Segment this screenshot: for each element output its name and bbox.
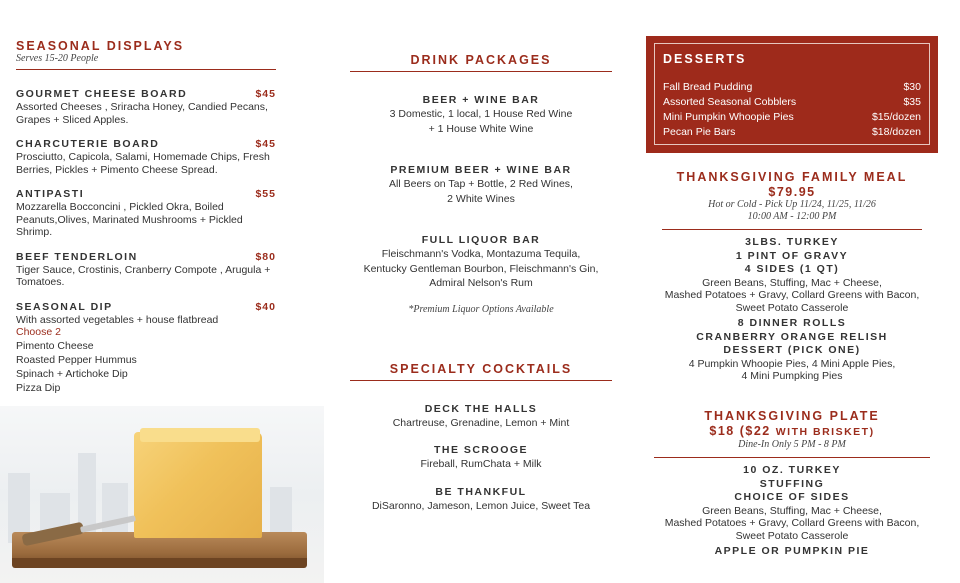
dessert-price: $18/dozen	[871, 126, 921, 138]
dessert-name: Fall Bread Pudding	[663, 81, 753, 93]
desserts-panel	[646, 36, 938, 153]
choose-label: Choose 2	[16, 326, 61, 338]
plate-lines	[654, 464, 930, 559]
item-name: ANTIPASTI	[16, 188, 85, 200]
dessert-price: $15/dozen	[871, 111, 921, 123]
dessert-item	[663, 125, 921, 140]
family-meal-hours: 10:00 AM - 12:00 PM	[747, 211, 837, 222]
cheese-top	[140, 428, 260, 442]
dessert-price: $35	[903, 96, 921, 108]
specialty-cocktails-title: SPECIALTY COCKTAILS	[389, 361, 573, 376]
thanksgiving-column	[646, 0, 940, 583]
package-name: BEER + WINE BAR	[422, 94, 540, 106]
desserts-title: DESSERTS	[663, 52, 747, 66]
menu-line-heading: 4 SIDES (1 QT)	[744, 263, 840, 275]
dessert-item	[663, 80, 921, 95]
family-meal-price: $79.95	[768, 185, 816, 199]
dip-option: Spinach + Artichoke Dip	[16, 368, 128, 380]
package-line: Fleischmann's Vodka, Montazuma Tequila,	[381, 248, 581, 260]
desserts-list	[663, 80, 921, 140]
cocktail-deck-the-halls	[350, 403, 612, 431]
item-price: $55	[255, 188, 276, 200]
drink-package-full-liquor	[350, 234, 612, 291]
package-name: FULL LIQUOR BAR	[421, 234, 541, 246]
item-name: CHARCUTERIE BOARD	[16, 138, 160, 150]
cocktail-name: BE THANKFUL	[435, 485, 527, 498]
menu-line-heading: CHOICE OF SIDES	[734, 491, 850, 503]
package-line: Kentucky Gentleman Bourbon, Fleischmann's Gin,	[363, 262, 599, 275]
cocktail-name: DECK THE HALLS	[424, 402, 538, 415]
thanksgiving-plate-section	[654, 409, 930, 559]
menu-item-antipasti	[16, 188, 276, 239]
seasonal-displays-subtitle: Serves 15-20 People	[16, 53, 99, 64]
seasonal-displays-title: SEASONAL DISPLAYS	[16, 39, 185, 53]
package-line: 3 Domestic, 1 local, 1 House Red Wine	[389, 108, 573, 120]
drink-packages-title: DRINK PACKAGES	[410, 53, 552, 67]
plate-info: Dine-In Only 5 PM - 8 PM	[738, 439, 846, 450]
item-description: Assorted Cheeses , Sriracha Honey, Candied Pecans, Grapes + Sliced Apples.	[16, 101, 268, 126]
section-divider	[350, 380, 612, 381]
menu-line-description: 4 Pumpkin Whoopie Pies, 4 Mini Apple Pies,	[688, 357, 896, 370]
menu-line-heading: CRANBERRY ORANGE RELISH	[696, 330, 888, 343]
menu-line-description: Green Beans, Stuffing, Mac + Cheese,	[702, 504, 882, 517]
dessert-price: $30	[903, 81, 921, 93]
menu-line-description: Sweet Potato Casserole	[735, 529, 849, 542]
menu-line-description: Sweet Potato Casserole	[735, 301, 849, 314]
section-divider	[654, 457, 930, 458]
cheese-board-photo	[0, 406, 324, 583]
menu-item-seasonal-dip	[16, 301, 276, 396]
dessert-name: Pecan Pie Bars	[663, 126, 736, 138]
plate-price-value: $18 ($22	[709, 424, 771, 438]
section-divider	[16, 69, 276, 70]
plate-price	[654, 424, 930, 439]
cheese-wedge	[134, 432, 262, 538]
family-meal-title: THANKSGIVING FAMILY MEAL	[676, 170, 908, 184]
dessert-item	[663, 95, 921, 110]
cocktail-description: Fireball, RumChata + Milk	[420, 458, 542, 470]
item-price: $45	[255, 138, 276, 150]
package-name: PREMIUM BEER + WINE BAR	[390, 164, 572, 176]
item-price: $80	[255, 250, 276, 263]
family-meal-lines	[662, 236, 922, 383]
package-line: 2 White Wines	[447, 192, 515, 205]
section-divider	[350, 71, 612, 72]
wooden-board-edge	[12, 558, 307, 568]
cocktail-the-scrooge	[350, 444, 612, 472]
dip-option: Pizza Dip	[16, 382, 61, 394]
drink-package-premium	[350, 164, 612, 206]
item-description: Tiger Sauce, Crostinis, Cranberry Compote , Arugula + Tomatoes.	[16, 263, 271, 288]
premium-liquor-note: *Premium Liquor Options Available	[408, 303, 554, 315]
cocktail-name: THE SCROOGE	[433, 444, 529, 456]
menu-line-description: Mashed Potatoes + Gravy, Collard Greens with Bacon,	[664, 517, 920, 529]
dessert-item	[663, 110, 921, 125]
item-price: $40	[255, 300, 276, 313]
menu-line-description: Mashed Potatoes + Gravy, Collard Greens with Bacon,	[664, 289, 920, 301]
item-name: GOURMET CHEESE BOARD	[16, 88, 188, 100]
dip-option: Roasted Pepper Hummus	[16, 354, 137, 366]
dip-option: Pimento Cheese	[16, 340, 94, 352]
item-description: Mozzarella Bocconcini , Pickled Okra, Boiled Peanuts,Olives, Marinated Mushrooms + Pickled Shrimp.	[16, 201, 243, 238]
menu-item-charcuterie-board	[16, 138, 276, 176]
plate-price-suffix: WITH BRISKET)	[775, 426, 875, 438]
menu-line-heading: 3LBS. TURKEY	[745, 236, 839, 248]
menu-item-beef-tenderloin	[16, 251, 276, 289]
dessert-name: Mini Pumpkin Whoopie Pies	[663, 111, 794, 123]
cocktail-be-thankful	[350, 486, 612, 514]
family-meal-section	[662, 170, 922, 383]
item-name: BEEF TENDERLOIN	[16, 250, 138, 263]
package-line: + 1 House White Wine	[428, 122, 534, 135]
menu-line-heading: STUFFING	[759, 477, 825, 490]
item-price: $45	[255, 88, 276, 100]
section-divider	[662, 229, 922, 230]
menu-line-heading: DESSERT (PICK ONE)	[723, 344, 861, 356]
family-meal-info: Hot or Cold - Pick Up 11/24, 11/25, 11/26	[708, 199, 876, 210]
seasonal-displays-column	[16, 0, 276, 395]
desserts-panel-border	[654, 43, 930, 145]
menu-line-heading: 10 OZ. TURKEY	[743, 464, 841, 476]
plate-title: THANKSGIVING PLATE	[704, 409, 880, 423]
menu-item-gourmet-cheese-board	[16, 88, 276, 126]
item-description: With assorted vegetables + house flatbread	[16, 313, 219, 326]
menu-line-heading: APPLE OR PUMPKIN PIE	[714, 545, 870, 557]
item-name: SEASONAL DIP	[16, 300, 113, 313]
dessert-name: Assorted Seasonal Cobblers	[663, 96, 797, 108]
menu-line-heading: 1 PINT OF GRAVY	[735, 249, 849, 262]
drinks-column	[350, 0, 612, 513]
package-line: All Beers on Tap + Bottle, 2 Red Wines,	[389, 178, 573, 190]
cocktail-description: Chartreuse, Grenadine, Lemon + Mint	[392, 416, 570, 429]
cocktail-description: DiSaronno, Jameson, Lemon Juice, Sweet Tea	[371, 499, 591, 512]
drink-package-beer-wine	[350, 94, 612, 136]
menu-line-description: Green Beans, Stuffing, Mac + Cheese,	[702, 276, 882, 289]
item-description: Prosciutto, Capicola, Salami, Homemade Chips, Fresh Berries, Pickles + Pimento Cheese Spread.	[16, 151, 270, 176]
package-line: Admiral Nelson's Rum	[429, 277, 533, 289]
menu-line-heading: 8 DINNER ROLLS	[737, 317, 847, 329]
menu-line-description: 4 Mini Pumpking Pies	[741, 370, 843, 382]
